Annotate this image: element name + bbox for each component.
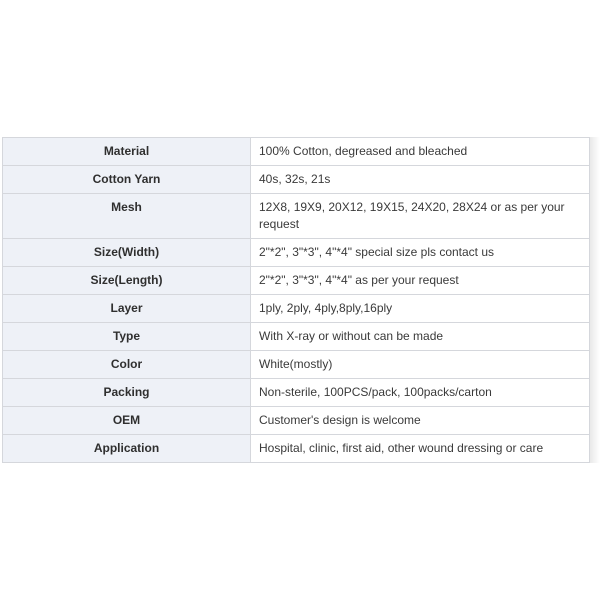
table-row-mesh [3,194,590,239]
table-row-type [3,323,590,351]
row-value: Customer's design is welcome [251,407,590,435]
row-value: White(mostly) [251,351,590,379]
row-value: With X-ray or without can be made [251,323,590,351]
row-value: 2"*2", 3"*3", 4"*4" special size pls contact us [251,239,590,267]
row-value: 2"*2", 3"*3", 4"*4" as per your request [251,267,590,295]
row-label: Size(Length) [3,267,251,295]
table-row-size-width [3,239,590,267]
row-value: 100% Cotton, degreased and bleached [251,138,590,166]
row-value: Non-sterile, 100PCS/pack, 100packs/carton [251,379,590,407]
row-label: Application [3,435,251,463]
row-label: Color [3,351,251,379]
row-label: OEM [3,407,251,435]
row-label: Type [3,323,251,351]
row-label: Material [3,138,251,166]
row-label: Packing [3,379,251,407]
row-value: 40s, 32s, 21s [251,166,590,194]
scroll-edge-shadow [590,137,600,463]
table-row-packing [3,379,590,407]
table-row-material [3,138,590,166]
table-row-size-length [3,267,590,295]
row-value: Hospital, clinic, first aid, other wound dressing or care [251,435,590,463]
table-row-application [3,435,590,463]
table-row-cotton-yarn [3,166,590,194]
table-row-layer [3,295,590,323]
row-label: Cotton Yarn [3,166,251,194]
product-spec-table [2,137,590,463]
row-label: Mesh [3,194,251,239]
row-label: Layer [3,295,251,323]
table-row-color [3,351,590,379]
row-value: 1ply, 2ply, 4ply,8ply,16ply [251,295,590,323]
table-row-oem [3,407,590,435]
row-value: 12X8, 19X9, 20X12, 19X15, 24X20, 28X24 or as per your request [251,194,590,239]
row-label: Size(Width) [3,239,251,267]
